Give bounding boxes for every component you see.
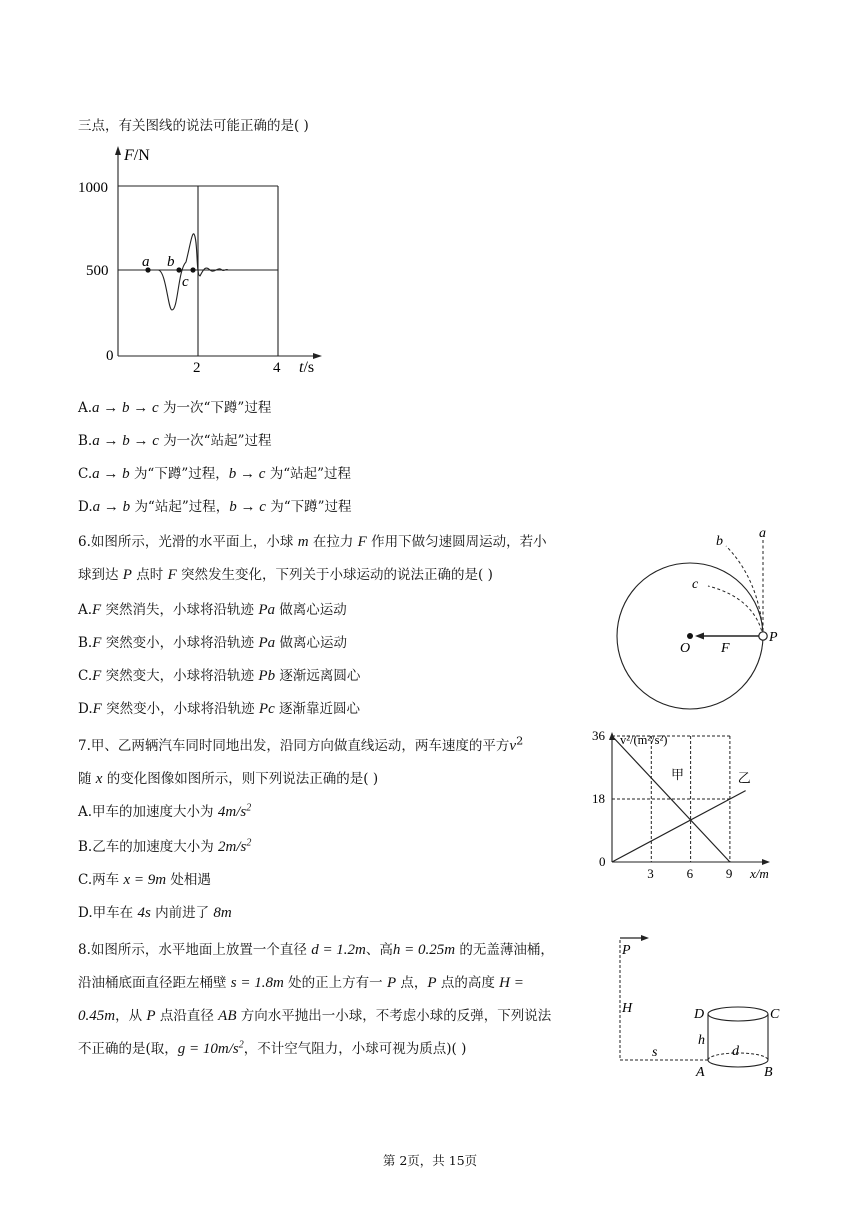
chart-x-tick-1: 6 [686,866,694,881]
q7-stem-line2: 随 x 的变化图像如图所示，则下列说法正确的是( ) [78,771,379,787]
q8-stem-line4: 不正确的是(取，$g = 10m/s^2$，不计空气阻力，小球可视为质点)( ) [78,1039,467,1057]
q7-option-a: A.甲车的加速度大小为 $4m/s^2$ [78,802,252,820]
label-c: c [692,577,699,592]
q7-stem-line1: 7.甲、乙两辆汽车同时同地出发，沿同方向做直线运动，两车速度的平方$v^2$ [78,734,524,754]
label-A: A [696,1065,705,1080]
q6-option-b: B.F 突然变小，小球将沿轨迹 Pa 做离心运动 [78,635,347,651]
chart-y-label: v²/(m²/s²) [620,733,668,747]
series-label-0: 甲 [670,767,684,782]
label-P: P [769,630,778,645]
q8-stem-line1: 8.如图所示，水平地面上放置一个直径 d = 1.2m、高h = 0.25m 的无盖薄油桶， [78,942,554,958]
graph-x-tick-2: 2 [193,360,201,376]
graph-y-label: F/N [124,147,150,164]
series-line-1 [612,791,746,862]
chart-x-tick-0: 3 [647,866,654,881]
graph-x-tick-4: 4 [273,360,281,376]
graph-y-tick-1000: 1000 [78,180,108,196]
q7-option-d: D.甲车在 4s 内前进了 8m [78,905,232,921]
label-h: h [698,1033,705,1048]
chart-y-tick-1: 18 [592,791,605,806]
label-H: H [622,1001,633,1016]
q5-option-a: A.a → b → c 为一次“下蹲”过程 [78,400,272,416]
chart-x-tick-2: 9 [725,866,733,881]
label-P: P [622,943,631,958]
label-d: d [732,1044,739,1059]
velocity-squared-chart [590,728,790,888]
graph-y-tick-0: 0 [106,348,114,364]
q5-option-c: C.a → b 为“下蹲”过程，b → c 为“站起”过程 [78,466,352,482]
q8-stem-line3: 0.45m，从 P 点沿直径 AB 方向水平抛出一小球，不考虑小球的反弹，下列说法 [78,1008,552,1024]
q8-stem-line2: 沿油桶底面直径距左桶壁 s = 1.8m 处的正上方有一 P 点，P 点的高度 H = [78,975,524,991]
label-D: D [694,1007,705,1022]
label-b: b [716,534,723,549]
graph-x-label: t/s [299,359,315,376]
label-B: B [764,1065,773,1080]
q6-stem-line2: 球到达 P 点时 F 突然发生变化，下列关于小球运动的说法正确的是( ) [78,567,493,583]
q7-option-b: B.乙车的加速度大小为 $2m/s^2$ [78,837,252,855]
q6-option-a: A.F 突然消失，小球将沿轨迹 Pa 做离心运动 [78,602,347,618]
point-b: b [167,254,175,270]
q5-option-b: B.a → b → c 为一次“站起”过程 [78,433,272,449]
q6-stem-line1: 6.如图所示，光滑的水平面上，小球 m 在拉力 F 作用下做匀速圆周运动，若小 [78,534,547,550]
chart-x-label: x/m [750,866,769,881]
point-c: c [182,274,189,290]
label-F: F [721,641,730,656]
point-a: a [142,254,150,270]
q6-option-c: C.F 突然变大，小球将沿轨迹 Pb 逐渐远离圆心 [78,668,361,684]
label-C: C [770,1007,780,1022]
label-a: a [759,526,766,541]
series-label-1: 乙 [737,770,751,786]
intro-text: 三点，有关图线的说法可能正确的是( ) [78,118,309,134]
chart-y-tick-0: 0 [599,854,606,869]
circular-motion-figure [612,524,782,710]
force-time-graph [78,142,336,378]
q6-option-d: D.F 突然变小，小球将沿轨迹 Pc 逐渐靠近圆心 [78,701,361,717]
label-O: O [680,641,691,656]
label-s: s [652,1045,658,1060]
q7-option-c: C.两车 x = 9m 处相遇 [78,872,211,888]
chart-y-tick-2: 36 [592,728,605,743]
q5-option-d: D.a → b 为“站起”过程，b → c 为“下蹲”过程 [78,499,352,515]
graph-y-tick-500: 500 [86,263,109,279]
oil-drum-figure [612,930,792,1082]
page-footer: 第 2页，共 15页 [382,1153,478,1168]
